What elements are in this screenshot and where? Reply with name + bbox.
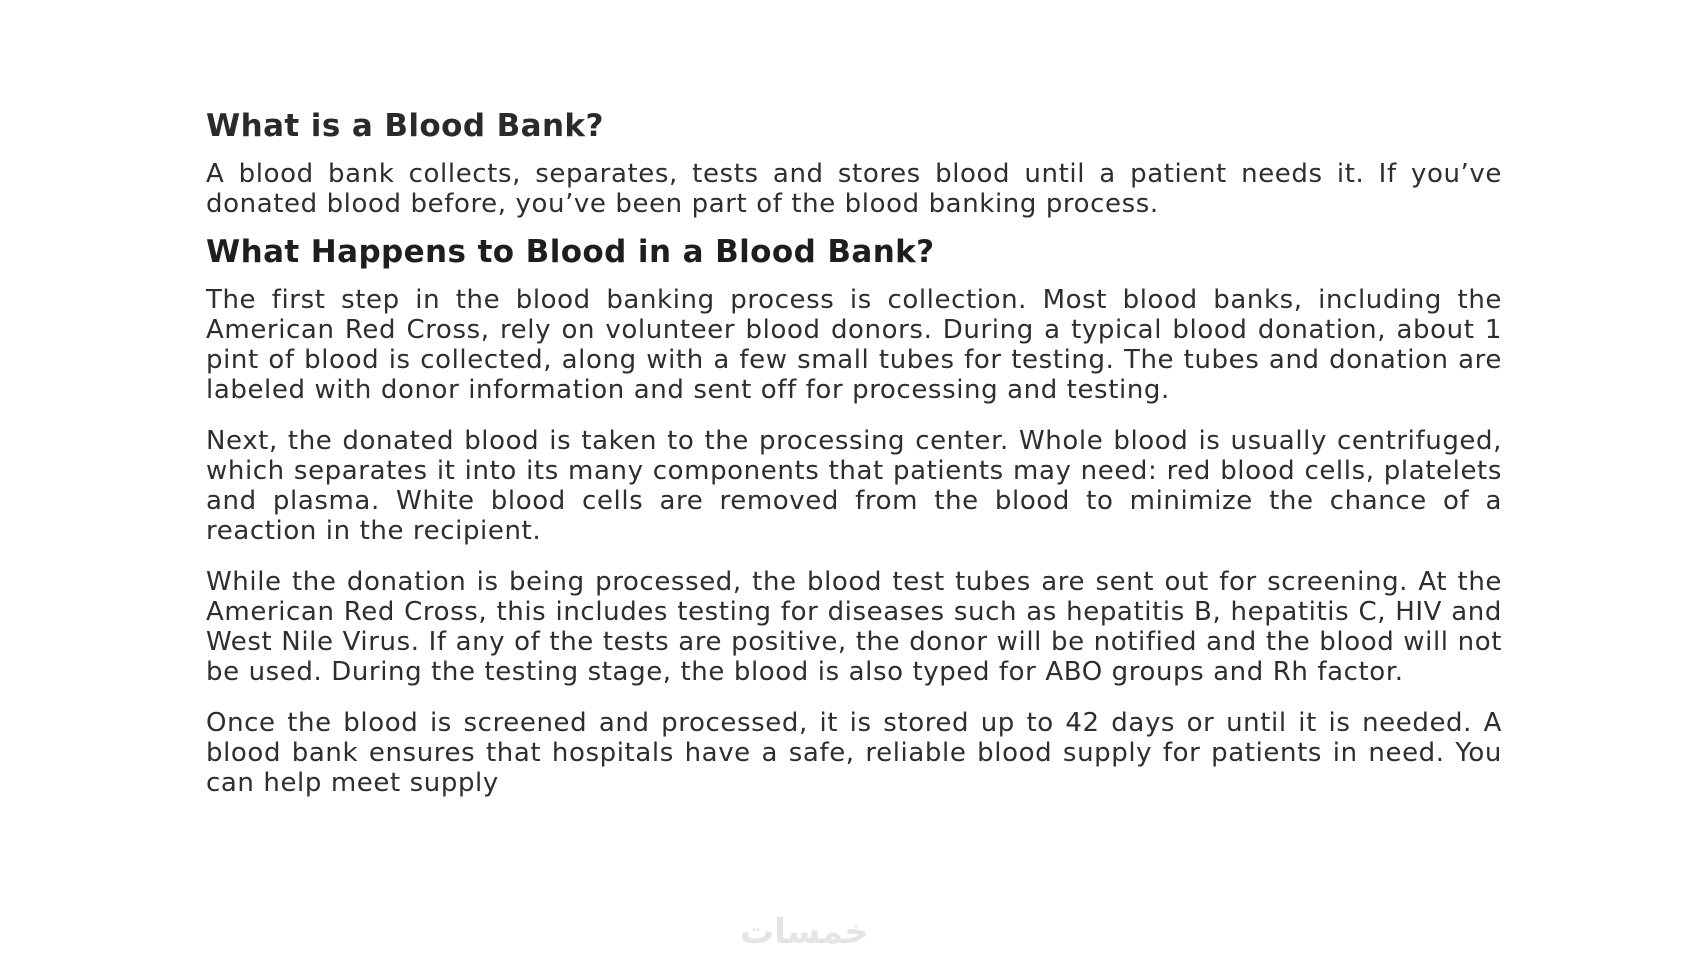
spacer bbox=[206, 219, 1502, 230]
spacer bbox=[206, 687, 1502, 708]
spacer bbox=[206, 405, 1502, 426]
spacer bbox=[206, 546, 1502, 567]
section-heading-what-happens: What Happens to Blood in a Blood Bank? bbox=[206, 234, 935, 270]
paragraph-storage: Once the blood is screened and processed, it is stored up to 42 days or until it is needed. A blood bank ensures that hospitals have a safe, reliable blood supply for patients in need. You can help meet supply bbox=[206, 708, 1502, 798]
section-heading-what-is-blood-bank: What is a Blood Bank? bbox=[206, 108, 604, 144]
paragraph-blood-bank-definition: A blood bank collects, separates, tests and stores blood until a patient needs it. If you’ve donated blood before, you’ve been part of the blood banking process. bbox=[206, 159, 1502, 219]
document-page bbox=[206, 104, 1502, 798]
spacer bbox=[206, 148, 1502, 159]
paragraph-screening: While the donation is being processed, the blood test tubes are sent out for screening. At the American Red Cross, this includes testing for diseases such as hepatitis B, hepatitis C, HIV and West Nile Virus. If any of the tests are positive, the donor will be notified and the blood will not be used. During the testing stage, the blood is also typed for ABO groups and Rh factor. bbox=[206, 567, 1502, 687]
paragraph-collection: The first step in the blood banking process is collection. Most blood banks, including the American Red Cross, rely on volunteer blood donors. During a typical blood donation, about 1 pint of blood is collected, along with a few small tubes for testing. The tubes and donation are labeled with donor information and sent off for processing and testing. bbox=[206, 285, 1502, 405]
spacer bbox=[206, 274, 1502, 285]
paragraph-processing: Next, the donated blood is taken to the processing center. Whole blood is usually centrifuged, which separates it into its many components that patients may need: red blood cells, platelets and plasma. White blood cells are removed from the blood to minimize the chance of a reaction in the recipient. bbox=[206, 426, 1502, 546]
watermark-logo: خمسات bbox=[740, 912, 869, 952]
